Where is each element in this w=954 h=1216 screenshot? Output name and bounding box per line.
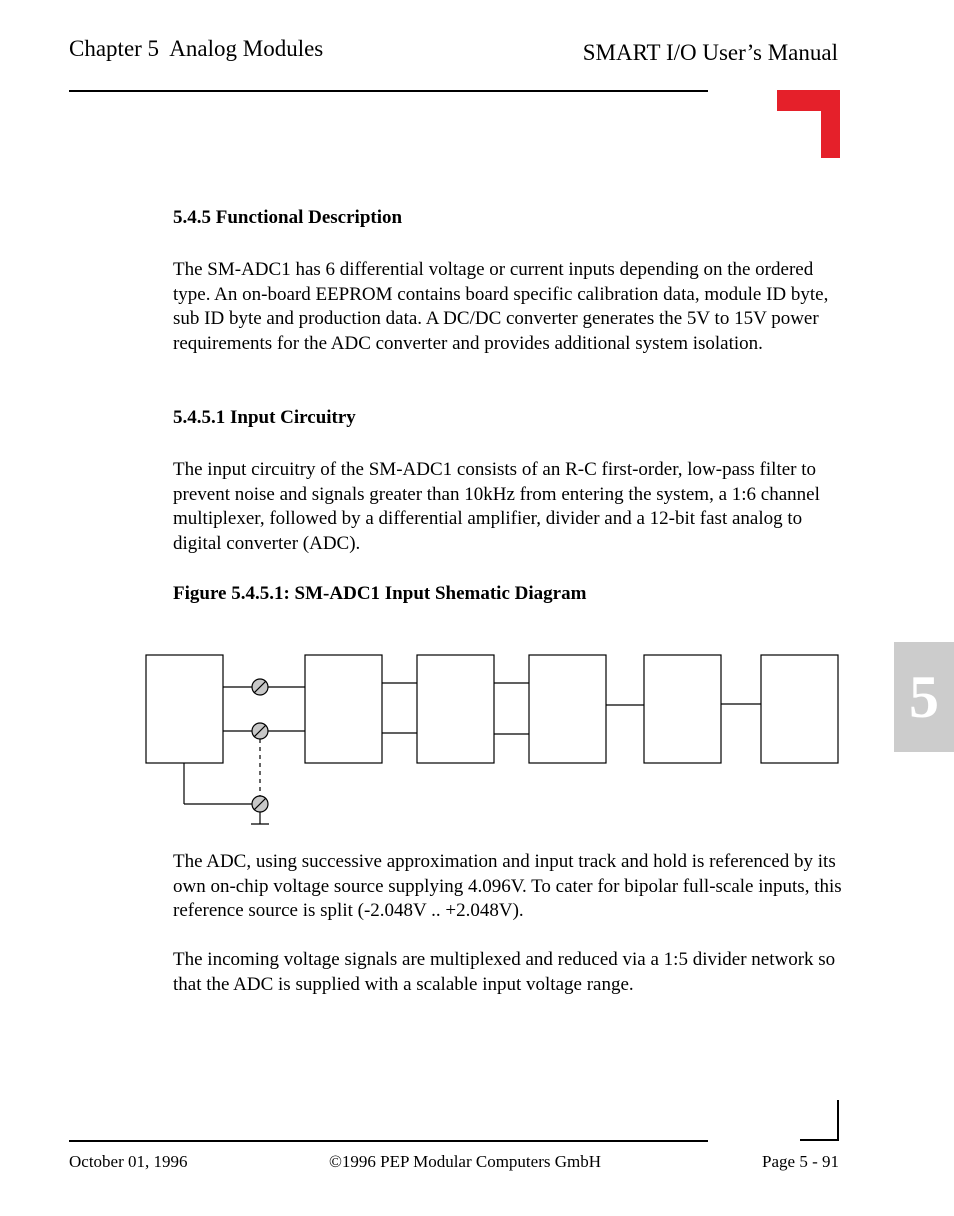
red-corner-mark-vertical	[821, 90, 840, 158]
differential-amplifier-block	[417, 655, 494, 763]
multiplexer-block	[305, 655, 382, 763]
footer-rule	[69, 1140, 708, 1142]
screw-terminal-icon	[252, 679, 268, 695]
input-schematic-diagram	[140, 648, 845, 833]
footer-copyright: ©1996 PEP Modular Computers GmbH	[329, 1152, 602, 1171]
footer-date: October 01, 1996	[69, 1152, 188, 1171]
output-block	[761, 655, 838, 763]
header-rule	[69, 90, 708, 92]
figure-caption: Figure 5.4.5.1: SM-ADC1 Input Shematic Diagram	[173, 583, 587, 604]
input-filter-block	[146, 655, 223, 763]
footer-page-number: Page 5 - 91	[762, 1152, 839, 1171]
subsection-heading: 5.4.5.1 Input Circuitry	[173, 407, 356, 428]
footer-corner-vertical	[837, 1100, 839, 1141]
multiplex-paragraph: The incoming voltage signals are multiplexed and reduced via a 1:5 divider network so that the ADC is supplied with a scalable input voltage range.	[173, 949, 836, 995]
chapter-tab	[894, 642, 954, 752]
screw-terminal-icon	[252, 723, 268, 739]
chapter-tab-number: 5	[909, 664, 939, 730]
section-paragraph: The SM-ADC1 has 6 differential voltage or current inputs depending on the ordered type. An on-board EEPROM contains board specific calibration data, module ID byte, sub ID byte and production data. A DC/DC converter generates the 5V to 15V power requirements for the ADC converter and provides additional system isolation.	[173, 259, 829, 354]
screw-terminal-icon	[252, 796, 268, 812]
divider-block	[529, 655, 606, 763]
section-heading: 5.4.5 Functional Description	[173, 207, 403, 228]
manual-title: SMART I/O User’s Manual	[582, 40, 838, 65]
subsection-paragraph: The input circuitry of the SM-ADC1 consists of an R-C first-order, low-pass filter to prevent noise and signals greater than 10kHz from entering the system, a 1:6 channel multiplexer, followed by a differential amplifier, divider and a 12-bit fast analog to digital converter (ADC).	[173, 459, 820, 554]
footer-corner-horizontal	[800, 1139, 839, 1141]
adc-block	[644, 655, 721, 763]
chapter-title: Chapter 5 Analog Modules	[69, 36, 324, 61]
adc-paragraph: The ADC, using successive approximation and input track and hold is referenced by its own on-chip voltage source supplying 4.096V. To cater for bipolar full-scale inputs, this reference source is split (-2.048V .. +2.048V).	[173, 851, 842, 922]
